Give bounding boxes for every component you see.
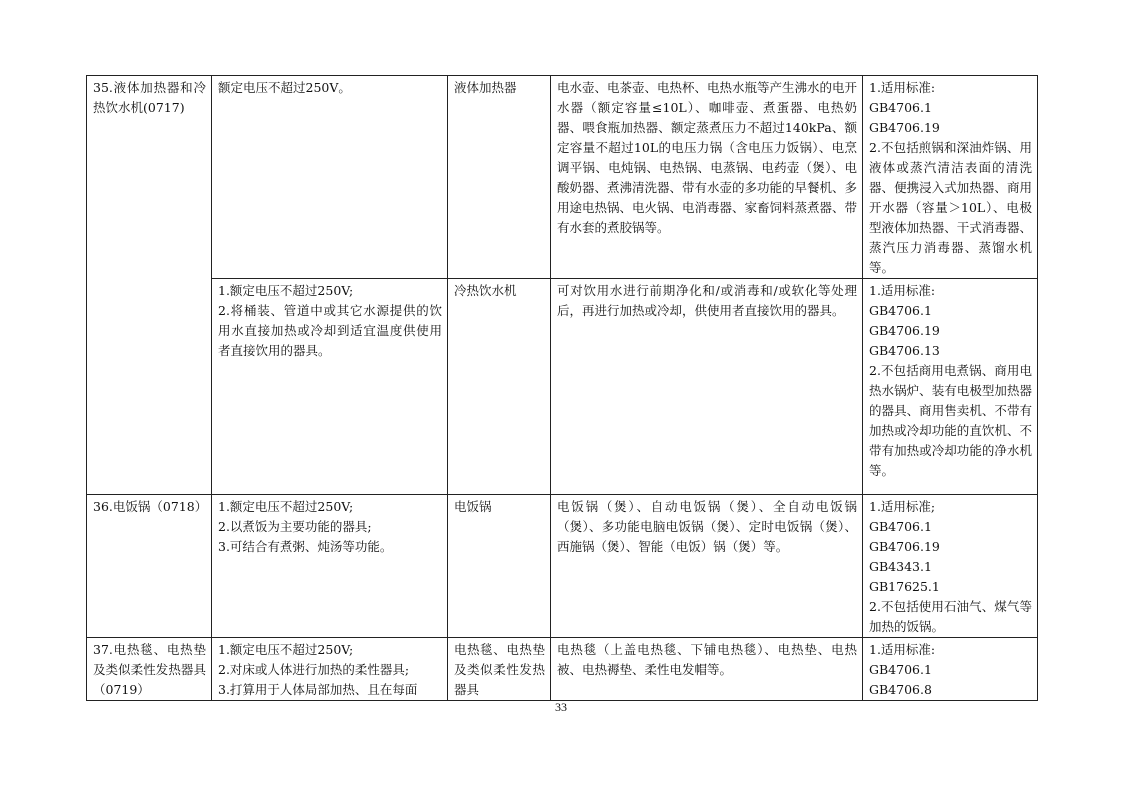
conditions-cell <box>212 638 448 701</box>
conditions-cell <box>212 495 448 638</box>
conditions-cell <box>212 76 448 279</box>
description-cell <box>551 495 863 638</box>
product-cell <box>448 495 551 638</box>
description-text: 电水壶、电茶壶、电热杯、电热水瓶等产生沸水的电开水器（额定容量≤10L）、咖啡壶、煮蛋器、电热奶器、喂食瓶加热器、额定蒸煮压力不超过140kPa、额定容量不超过10L的电压力锅（含电压力饭锅）、电烹调平锅、电炖锅、电热锅、电蒸锅、电药壶（煲）、电酸奶器、煮沸清洗器、带有水壶的多功能的早餐机、多用途电热锅、电火锅、电消毒器、家畜饲料蒸煮器、带有水套的煮胶锅等。 <box>557 80 858 235</box>
notes-cell <box>863 638 1038 701</box>
product-text: 电饭锅 <box>454 499 492 514</box>
table-row <box>87 279 1038 495</box>
page-number: 33 <box>555 700 567 714</box>
category-cell <box>87 638 212 701</box>
notes-cell <box>863 279 1038 495</box>
description-text: 电热毯（上盖电热毯、下铺电热毯）、电热垫、电热被、电热褥垫、柔性电发帽等。 <box>557 642 857 677</box>
category-cell <box>87 495 212 638</box>
notes-cell <box>863 76 1038 279</box>
product-text: 电热毯、电热垫及类似柔性发热器具 <box>454 642 545 697</box>
category-cell <box>87 76 212 495</box>
product-cell <box>448 638 551 701</box>
notes-cell <box>863 495 1038 638</box>
conditions-text: 1.额定电压不超过250V; 2.以煮饭为主要功能的器具; 3.可结合有煮粥、炖汤等功能。 <box>218 499 393 554</box>
product-text: 冷热饮水机 <box>454 283 517 298</box>
notes-text: 1.适用标准: GB4706.1 GB4706.19 2.不包括煎锅和深油炸锅、用液体或蒸汽清洁表面的清洗器、便携浸入式加热器、商用开水器（容量＞10L）、电极型液体加热器、干式消毒器、蒸汽压力消毒器、蒸馏水机等。 <box>869 80 1032 275</box>
table-row <box>87 495 1038 638</box>
notes-text: 1.适用标准; GB4706.1 GB4706.19 GB4343.1 GB17625.1 2.不包括使用石油气、煤气等加热的饭锅。 <box>869 499 1032 634</box>
conditions-text: 1.额定电压不超过250V; 2.将桶装、管道中或其它水源提供的饮用水直接加热或冷却到适宜温度供使用者直接饮用的器具。 <box>218 283 442 358</box>
conditions-text: 额定电压不超过250V。 <box>218 80 351 95</box>
conditions-text: 1.额定电压不超过250V; 2.对床或人体进行加热的柔性器具; 3.打算用于人体局部加热、且在每面 <box>218 642 418 697</box>
description-cell <box>551 76 863 279</box>
description-text: 电饭锅（煲）、自动电饭锅（煲）、全自动电饭锅（煲）、多功能电脑电饭锅（煲）、定时电饭锅（煲）、西施锅（煲）、智能（电饭）锅（煲）等。 <box>557 499 857 554</box>
conditions-cell <box>212 279 448 495</box>
product-classification-table <box>86 75 1038 701</box>
description-text: 可对饮用水进行前期净化和/或消毒和/或软化等处理后，再进行加热或冷却，供使用者直接饮用的器具。 <box>557 283 857 318</box>
product-cell <box>448 76 551 279</box>
product-cell <box>448 279 551 495</box>
category-text: 35.液体加热器和冷热饮水机(0717) <box>93 80 206 115</box>
notes-text: 1.适用标准: GB4706.1 GB4706.19 GB4706.13 2.不包括商用电煮锅、商用电热水锅炉、装有电极型加热器的器具、商用售卖机、不带有加热或冷却功能的直饮机、不带有加热或冷却功能的净水机等。 <box>869 283 1032 478</box>
product-text: 液体加热器 <box>454 80 517 95</box>
description-cell <box>551 638 863 701</box>
notes-text: 1.适用标准: GB4706.1 GB4706.8 <box>869 642 936 697</box>
category-text: 36.电饭锅（0718） <box>93 499 208 514</box>
description-cell <box>551 279 863 495</box>
table-row <box>87 76 1038 279</box>
table-row <box>87 638 1038 701</box>
category-text: 37.电热毯、电热垫及类似柔性发热器具（0719） <box>93 642 206 697</box>
